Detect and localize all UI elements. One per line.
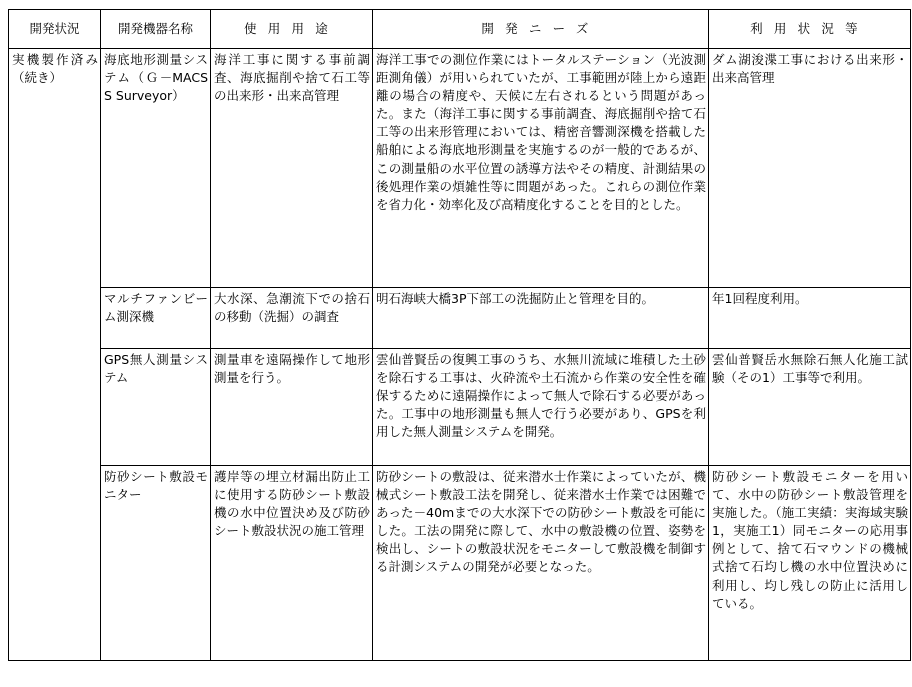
table-header-row — [9, 10, 911, 49]
device-name-cell: 防砂シート敷設モニター — [101, 466, 211, 661]
device-name-cell: GPS無人測量システム — [101, 349, 211, 466]
usage-cell: 海洋工事に関する事前調査、海底掘削や捨て石工等の出来形・出来高管理 — [211, 49, 373, 288]
usage-cell: 測量車を遠隔操作して地形測量を行う。 — [211, 349, 373, 466]
needs-cell: 防砂シートの敷設は、従来潜水士作業によっていたが、機械式シート敷設工法を開発し、従来潜水士作業では困難であった－40mまでの大水深下での防砂シート敷設を可能にした。工法の開発に際して、水中の敷設機の位置、姿勢を検出し、シートの敷設状況をモニターして敷設機を制御する計測システムの開発が必要となった。 — [373, 466, 709, 661]
device-name-cell: マルチファンビーム測深機 — [101, 288, 211, 349]
status-cell: 実機製作済み（続き） — [9, 49, 101, 661]
table-row — [9, 466, 911, 661]
table-row — [9, 288, 911, 349]
development-equipment-table — [8, 9, 911, 661]
header-usage: 使用用途 — [211, 10, 373, 49]
header-needs: 開発ニーズ — [373, 10, 709, 49]
table-row — [9, 349, 911, 466]
utilization-cell: 年1回程度利用。 — [709, 288, 911, 349]
utilization-cell: 雲仙普賢岳水無除石無人化施工試験（その1）工事等で利用。 — [709, 349, 911, 466]
header-device-name: 開発機器名称 — [101, 10, 211, 49]
device-name-cell: 海底地形測量システム（Ｇ－MACSS Surveyor） — [101, 49, 211, 288]
header-utilization: 利用状況等 — [709, 10, 911, 49]
utilization-cell: ダム湖浚渫工事における出来形・出来高管理 — [709, 49, 911, 288]
needs-cell: 明石海峡大橋3P下部工の洗掘防止と管理を目的。 — [373, 288, 709, 349]
usage-cell: 大水深、急潮流下での捨石の移動（洗掘）の調査 — [211, 288, 373, 349]
header-status: 開発状況 — [9, 10, 101, 49]
utilization-cell: 防砂シート敷設モニターを用いて、水中の防砂シート敷設管理を実施した。（施工実績：実海域実験1，実施工1）同モニターの応用事例として、捨て石マウンドの機械式捨て石均し機の水中位置決めに利用し、均し残しの防止に活用している。 — [709, 466, 911, 661]
usage-cell: 護岸等の埋立材漏出防止工に使用する防砂シート敷設機の水中位置決め及び防砂シート敷設状況の施工管理 — [211, 466, 373, 661]
needs-cell: 雲仙普賢岳の復興工事のうち、水無川流域に堆積した土砂を除石する工事は、火砕流や土石流から作業の安全性を確保するために遠隔操作によって無人で除石する必要があった。工事中の地形測量も無人で行う必要があり、GPSを利用した無人測量システムを開発。 — [373, 349, 709, 466]
table-row — [9, 49, 911, 288]
needs-cell: 海洋工事での測位作業にはトータルステーション（光波測距測角儀）が用いられていたが、工事範囲が陸上から遠距離の場合の精度や、天候に左右されるという問題があった。また（海洋工事に関する事前調査、海底掘削や捨て石工等の出来形管理においては、精密音響測深機を搭載した船舶による海底地形測量を実施するのが一般的であるが、この測量船の水平位置の誘導方法やその精度、計測結果の後処理作業の煩雑性等に問題があった。これらの測位作業を省力化・効率化及び高精度化することを目的とした。 — [373, 49, 709, 288]
